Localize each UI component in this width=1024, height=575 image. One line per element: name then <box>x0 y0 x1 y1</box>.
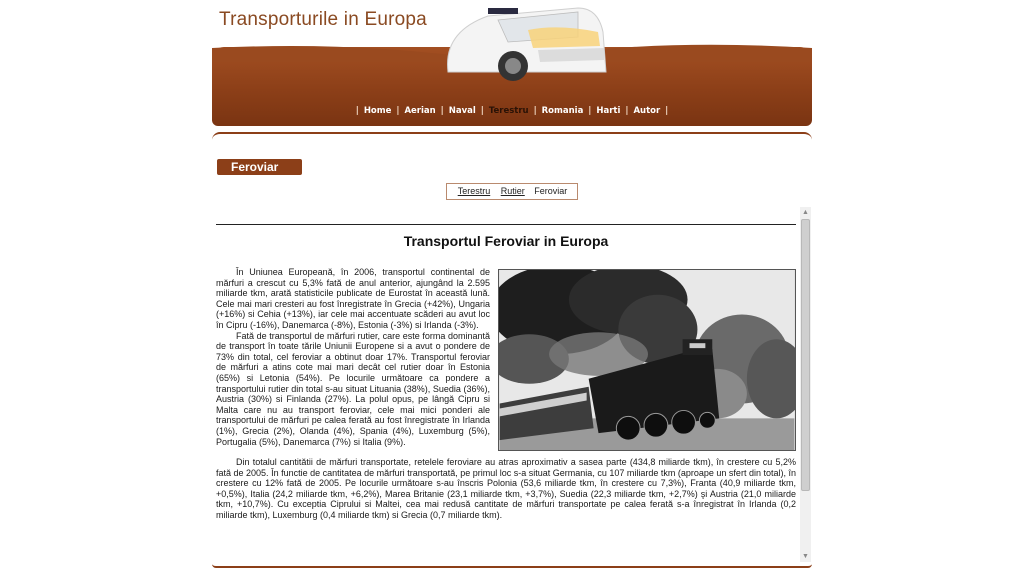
nav-separator: | <box>588 106 592 116</box>
subnav-link-rutier[interactable]: Rutier <box>500 186 525 196</box>
section-badge: Feroviar <box>217 159 302 175</box>
steam-locomotive-photo <box>498 269 796 451</box>
vertical-scrollbar[interactable] <box>800 207 811 562</box>
horizontal-rule <box>216 224 796 225</box>
nav-separator: | <box>625 106 629 116</box>
scroll-up-arrow-icon[interactable]: ▲ <box>802 209 809 216</box>
nav-separator: | <box>533 106 537 116</box>
subnav-current-feroviar: Feroviar <box>534 186 568 196</box>
content-scroll-area[interactable] <box>216 207 800 562</box>
nav-item-autor[interactable]: Autor <box>633 106 661 116</box>
article-title: Transportul Feroviar in Europa <box>403 233 609 249</box>
nav-separator: | <box>440 106 444 116</box>
scroll-thumb[interactable] <box>801 219 810 491</box>
nav-item-naval[interactable]: Naval <box>448 106 476 116</box>
article-body <box>216 267 796 521</box>
site-title: Transporturile in Europa <box>219 9 427 30</box>
content-frame-bottom <box>212 564 812 568</box>
nav-item-romania[interactable]: Romania <box>541 106 584 116</box>
van-illustration <box>428 2 608 84</box>
scroll-down-arrow-icon[interactable]: ▼ <box>802 553 809 560</box>
nav-separator: | <box>480 106 484 116</box>
article-paragraph-1: În Uniunea Europeană, în 2006, transportul continental de mărfuri a crescut cu 5,3% fată de anul anterior, ajungând la 2.595 miliarde tkm, arată statisticile publicate de Eurostat în această lună. Cele mai mari cresteri au fost înregistrate în Grecia (+42%), Ungaria (+16%) si Cehia (+13%), iar cele mai accentuate scăderi au avut loc în Cipru (-16%), Danemarca (-8%), Estonia (-3%) si Irlanda (-3%). <box>216 267 490 330</box>
sub-navigation <box>446 183 578 200</box>
nav-item-terestru[interactable]: Terestru <box>488 106 529 116</box>
article-paragraph-2: Fată de transportul de mărfuri rutier, care este forma dominantă de transport în toate tările Uniunii Europene si a avut o pondere de 73% din total, cel feroviar a obtinut doar 17%. Transportul feroviar de mărfuri a atins cote mai mari decât cel rutier doar în Estonia (65%) si Letonia (54%). Pe locurile următoare ca pondere a transportului rutier din total s-au situat Lituania (38%), Suedia (36%), Austria (30%) si Finlanda (27%). La polul opus, pe lângă Cipru si Malta care nu au transport feroviar, cele mai mici ponderi ale transportului de mărfuri pe calea ferată au fost înregistrate în Irlanda (1%), Grecia (2%), Olanda (4%), Spania (4%), Luxemburg (5%), Portugalia (5%), Danemarca (7%) si Italia (9%). <box>216 330 490 447</box>
content-frame-top <box>212 132 812 140</box>
nav-item-harti[interactable]: Harti <box>596 106 621 116</box>
nav-item-home[interactable]: Home <box>363 106 392 116</box>
subnav-link-terestru[interactable]: Terestru <box>457 186 491 196</box>
nav-separator: | <box>396 106 400 116</box>
article-paragraph-3: Din totalul cantitătii de mărfuri transportate, retelele feroviare au atras aproximativ a sasea parte (434,8 miliarde tkm), în crestere cu 5,2% fată de 2005. În functie de cantitatea de mărfuri transportată, pe primul loc s-a situat Germania, cu 107 miliarde tkm (aproape un sfert din total), în crestere cu 12% fată de 2005. Pe locurile următoare s-au înscris Polonia (53,6 miliarde tkm, în crestere cu 7,3%), Franta (40,9 miliarde tkm, +0,5%), Italia (24,2 miliarde tkm, +6,2%), Marea Britanie (23,1 miliarde tkm, +3,7%), Suedia (22,3 miliarde tkm, +2,7%) şi Austria (21,0 miliarde tkm, +10,7%). Cu exceptia Ciprului si Maltei, cea mai redusă cantitate de mărfuri transportate pe calea ferată s-a înregistrat în Irlanda (0,2 miliarde tkm), Luxemburg (0,4 miliarde tkm) si Grecia (0,7 miliarde tkm). <box>216 457 796 521</box>
main-nav <box>212 106 812 116</box>
nav-separator: | <box>665 106 669 116</box>
nav-item-aerian[interactable]: Aerian <box>404 106 436 116</box>
nav-separator: | <box>355 106 359 116</box>
